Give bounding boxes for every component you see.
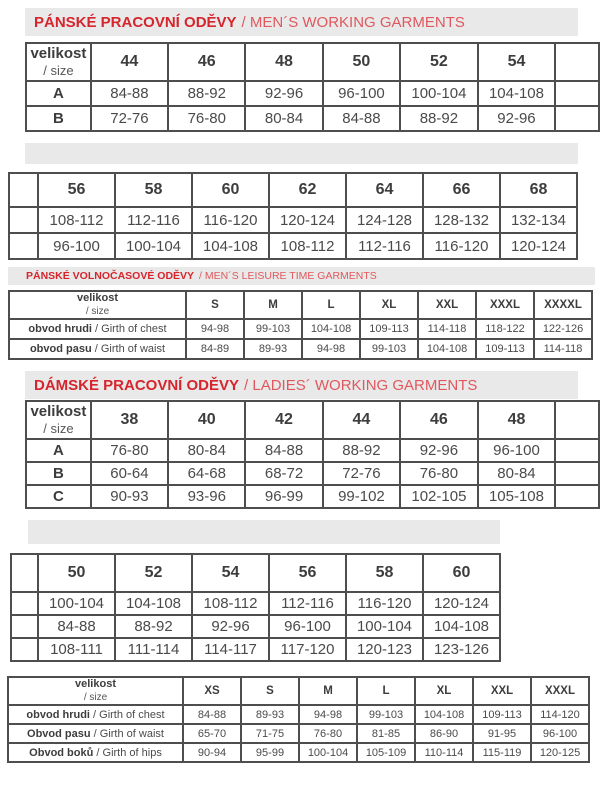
cell: 84-88	[91, 81, 168, 106]
cell: 88-92	[168, 81, 245, 106]
table-row	[11, 615, 500, 638]
cell: 100-104	[346, 615, 423, 638]
cell: 76-80	[168, 106, 245, 131]
cell: 104-108	[423, 615, 500, 638]
cell: 89-93	[244, 339, 302, 359]
cell: 94-98	[299, 705, 357, 724]
cell: 120-124	[423, 592, 500, 615]
size-column-header: 66	[423, 173, 500, 207]
cell: 120-124	[269, 207, 346, 233]
size-label: / size	[43, 421, 74, 437]
cell: 72-76	[91, 106, 168, 131]
clipped-column	[555, 401, 599, 439]
cell: 88-92	[400, 106, 478, 131]
table-row	[8, 705, 589, 724]
size-column-header: 50	[323, 43, 400, 81]
cell: 105-108	[478, 485, 556, 508]
cell: 109-113	[476, 339, 534, 359]
size-column-header: 46	[168, 43, 245, 81]
cell: 91-95	[473, 724, 531, 743]
cell: 132-134	[500, 207, 577, 233]
measurement-row-label: obvod hrudi / Girth of chest	[8, 705, 183, 724]
cell: 68-72	[245, 462, 322, 485]
cell: 105-109	[357, 743, 415, 762]
clipped-column	[9, 233, 38, 259]
section-title-english: / MEN´S WORKING GARMENTS	[241, 13, 465, 31]
cell: 109-113	[360, 319, 418, 339]
section-title-english: / MEN´S LEISURE TIME GARMENTS	[199, 270, 377, 282]
cell: 104-108	[192, 233, 269, 259]
cell: 100-104	[400, 81, 478, 106]
table-row	[9, 207, 577, 233]
measurement-row-label: obvod hrudi / Girth of chest	[9, 319, 186, 339]
cell: 112-116	[269, 592, 346, 615]
cell: 96-100	[323, 81, 400, 106]
size-header-cell	[26, 401, 91, 439]
section-title-czech: PÁNSKÉ VOLNOČASOVÉ ODĚVY	[26, 270, 195, 282]
cell: 92-96	[192, 615, 269, 638]
ladies-working-size-table-1	[25, 400, 600, 509]
table-row	[26, 462, 599, 485]
grey-spacer-bar	[25, 143, 578, 164]
size-column-header: 68	[500, 173, 577, 207]
cell: 114-117	[192, 638, 269, 661]
cell: 100-104	[299, 743, 357, 762]
cell: 111-114	[115, 638, 192, 661]
cell: 80-84	[478, 462, 556, 485]
cell: 95-99	[241, 743, 299, 762]
cell: 99-103	[357, 705, 415, 724]
size-column-header: XXXL	[531, 677, 589, 705]
size-column-header: L	[357, 677, 415, 705]
size-column-header: 60	[192, 173, 269, 207]
size-column-header: 64	[346, 173, 423, 207]
table-row	[8, 724, 589, 743]
size-header-cell	[9, 291, 186, 319]
cell: 76-80	[400, 462, 478, 485]
size-column-header: XL	[415, 677, 473, 705]
size-column-header: 58	[346, 554, 423, 592]
size-column-header: 54	[478, 43, 556, 81]
cell: 92-96	[400, 439, 478, 462]
table-row	[11, 638, 500, 661]
cell: 120-123	[346, 638, 423, 661]
cell: 64-68	[168, 462, 245, 485]
size-column-header: XXL	[418, 291, 476, 319]
cell: 114-120	[531, 705, 589, 724]
cell: 114-118	[534, 339, 592, 359]
table-row	[26, 106, 599, 131]
clipped-column	[9, 173, 38, 207]
cell: 96-99	[245, 485, 322, 508]
clipped-column	[555, 439, 599, 462]
cell: 116-120	[192, 207, 269, 233]
cell: 86-90	[415, 724, 473, 743]
cell: 96-100	[38, 233, 115, 259]
mens-working-size-table-1	[25, 42, 600, 132]
cell: 99-103	[360, 339, 418, 359]
cell: 112-116	[115, 207, 192, 233]
cell: 100-104	[38, 592, 115, 615]
clipped-column	[11, 554, 38, 592]
cell: 65-70	[183, 724, 241, 743]
cell: 120-125	[531, 743, 589, 762]
size-column-header: XXL	[473, 677, 531, 705]
size-label: / size	[85, 305, 110, 317]
table-row	[11, 592, 500, 615]
measurement-row-label: obvod pasu / Girth of waist	[9, 339, 186, 359]
cell: 90-94	[183, 743, 241, 762]
cell: 88-92	[115, 615, 192, 638]
clipped-column	[11, 592, 38, 615]
cell: 112-116	[346, 233, 423, 259]
size-column-header: XXXL	[476, 291, 534, 319]
size-column-header: 44	[91, 43, 168, 81]
cell: 76-80	[91, 439, 168, 462]
table-header-row	[9, 173, 577, 207]
clipped-column	[9, 207, 38, 233]
size-column-header: 50	[38, 554, 115, 592]
size-column-header: XS	[183, 677, 241, 705]
cell: 104-108	[478, 81, 556, 106]
cell: 109-113	[473, 705, 531, 724]
size-column-header: M	[299, 677, 357, 705]
grey-spacer-bar	[28, 520, 500, 544]
cell: 128-132	[423, 207, 500, 233]
table-row	[26, 485, 599, 508]
table-header-row	[8, 677, 589, 705]
cell: 108-111	[38, 638, 115, 661]
cell: 108-112	[192, 592, 269, 615]
table-header-row	[9, 291, 592, 319]
section-title-czech: DÁMSKÉ PRACOVNÍ ODĚVY	[34, 376, 240, 394]
cell: 104-108	[115, 592, 192, 615]
table-row	[9, 339, 592, 359]
clipped-column	[555, 462, 599, 485]
table-row	[9, 233, 577, 259]
size-column-header: S	[186, 291, 244, 319]
size-column-header: 46	[400, 401, 478, 439]
table-header-row	[11, 554, 500, 592]
cell: 89-93	[241, 705, 299, 724]
size-column-header: 54	[192, 554, 269, 592]
size-column-header: 52	[115, 554, 192, 592]
size-column-header: XL	[360, 291, 418, 319]
row-label: A	[26, 439, 91, 462]
clipped-column	[555, 43, 599, 81]
table-row	[9, 319, 592, 339]
size-column-header: 48	[478, 401, 556, 439]
velikost-label: velikost	[75, 678, 116, 691]
velikost-label: velikost	[30, 403, 87, 421]
velikost-label: velikost	[77, 292, 118, 305]
mens-leisure-measurement-table	[8, 290, 593, 360]
cell: 72-76	[323, 462, 400, 485]
section-title-english: / LADIES´ WORKING GARMENTS	[244, 376, 478, 394]
table-row	[26, 81, 599, 106]
cell: 92-96	[245, 81, 322, 106]
size-column-header: M	[244, 291, 302, 319]
ladies-working-size-table-2	[10, 553, 501, 662]
size-header-cell	[8, 677, 183, 705]
cell: 96-100	[269, 615, 346, 638]
cell: 123-126	[423, 638, 500, 661]
clipped-column	[555, 106, 599, 131]
cell: 96-100	[478, 439, 556, 462]
cell: 122-126	[534, 319, 592, 339]
cell: 124-128	[346, 207, 423, 233]
size-column-header: 58	[115, 173, 192, 207]
size-column-header: 48	[245, 43, 322, 81]
cell: 92-96	[478, 106, 556, 131]
cell: 99-103	[244, 319, 302, 339]
cell: 93-96	[168, 485, 245, 508]
cell: 104-108	[415, 705, 473, 724]
cell: 117-120	[269, 638, 346, 661]
velikost-label: velikost	[30, 45, 87, 63]
cell: 104-108	[418, 339, 476, 359]
section-title-ladies-working	[25, 371, 578, 399]
size-column-header: 40	[168, 401, 245, 439]
size-column-header: 62	[269, 173, 346, 207]
cell: 114-118	[418, 319, 476, 339]
cell: 116-120	[423, 233, 500, 259]
cell: 108-112	[38, 207, 115, 233]
table-header-row	[26, 43, 599, 81]
section-title-mens-leisure	[8, 267, 595, 285]
section-title-czech: PÁNSKÉ PRACOVNÍ ODĚVY	[34, 13, 237, 31]
cell: 84-88	[245, 439, 322, 462]
ladies-measurement-table	[7, 676, 590, 763]
size-column-header: 44	[323, 401, 400, 439]
cell: 118-122	[476, 319, 534, 339]
cell: 104-108	[302, 319, 360, 339]
table-header-row	[26, 401, 599, 439]
row-label: A	[26, 81, 91, 106]
section-title-mens-working	[25, 8, 578, 36]
cell: 96-100	[531, 724, 589, 743]
cell: 60-64	[91, 462, 168, 485]
cell: 80-84	[168, 439, 245, 462]
size-label: / size	[83, 691, 108, 703]
cell: 102-105	[400, 485, 478, 508]
mens-working-size-table-2	[8, 172, 578, 260]
row-label: B	[26, 462, 91, 485]
table-row	[8, 743, 589, 762]
clipped-column	[555, 485, 599, 508]
size-label: / size	[43, 63, 74, 79]
cell: 84-88	[38, 615, 115, 638]
cell: 110-114	[415, 743, 473, 762]
cell: 71-75	[241, 724, 299, 743]
size-column-header: 52	[400, 43, 478, 81]
size-column-header: 56	[269, 554, 346, 592]
size-header-cell	[26, 43, 91, 81]
size-column-header: 42	[245, 401, 322, 439]
cell: 116-120	[346, 592, 423, 615]
size-column-header: 56	[38, 173, 115, 207]
size-column-header: L	[302, 291, 360, 319]
cell: 81-85	[357, 724, 415, 743]
cell: 90-93	[91, 485, 168, 508]
cell: 94-98	[302, 339, 360, 359]
measurement-row-label: Obvod pasu / Girth of waist	[8, 724, 183, 743]
cell: 99-102	[323, 485, 400, 508]
cell: 80-84	[245, 106, 322, 131]
clipped-column	[555, 81, 599, 106]
table-row	[26, 439, 599, 462]
size-column-header: 38	[91, 401, 168, 439]
measurement-row-label: Obvod boků / Girth of hips	[8, 743, 183, 762]
cell: 88-92	[323, 439, 400, 462]
cell: 94-98	[186, 319, 244, 339]
cell: 115-119	[473, 743, 531, 762]
size-column-header: S	[241, 677, 299, 705]
clipped-column	[11, 638, 38, 661]
size-column-header: 60	[423, 554, 500, 592]
row-label: B	[26, 106, 91, 131]
cell: 108-112	[269, 233, 346, 259]
cell: 100-104	[115, 233, 192, 259]
size-column-header: XXXXL	[534, 291, 592, 319]
clipped-column	[11, 615, 38, 638]
cell: 84-89	[186, 339, 244, 359]
row-label: C	[26, 485, 91, 508]
cell: 84-88	[183, 705, 241, 724]
cell: 76-80	[299, 724, 357, 743]
cell: 84-88	[323, 106, 400, 131]
cell: 120-124	[500, 233, 577, 259]
